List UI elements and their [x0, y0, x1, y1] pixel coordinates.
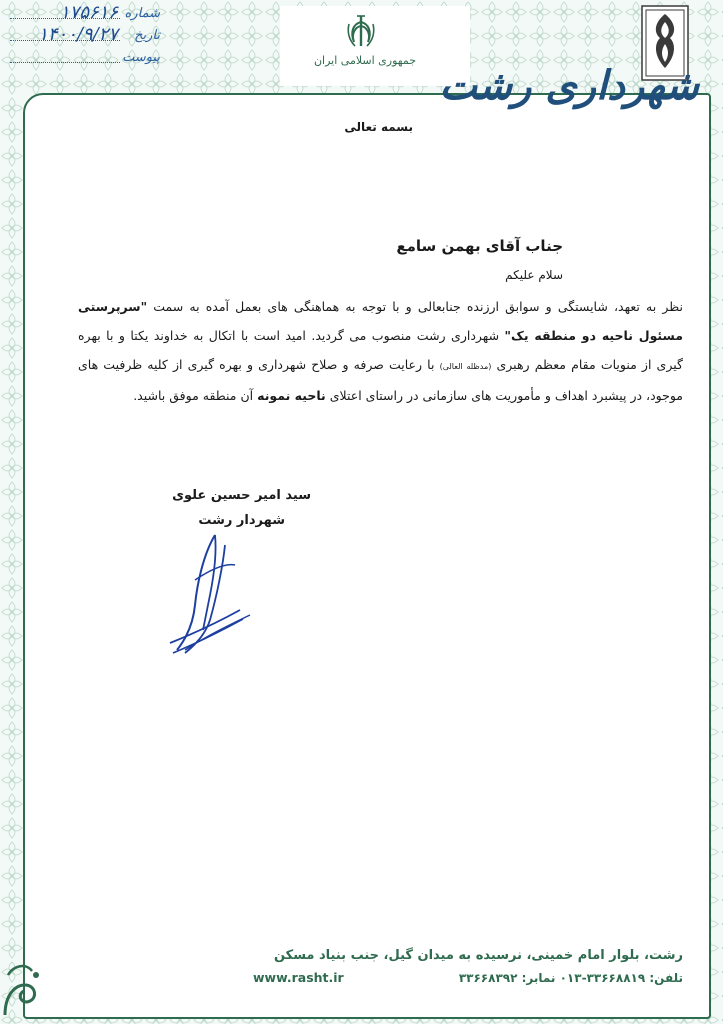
footer-address: رشت، بلوار امام خمینی، نرسیده به میدان گیل، جنب بنیاد مسکن	[273, 948, 683, 963]
letter-body	[78, 292, 683, 410]
document-body-area	[23, 93, 711, 1019]
date-value: ۱۴۰۰/۹/۲۷	[38, 24, 118, 45]
body-model-district: ناحیه نمونه	[257, 388, 326, 403]
bismillah: بسمه تعالی	[344, 120, 413, 134]
footer-phone: تلفن: ۳۳۶۶۸۸۱۹-۰۱۳ نمابر: ۳۳۶۶۸۳۹۲	[458, 971, 683, 985]
signer-title: شهردار رشت	[198, 513, 285, 528]
number-value: ۱۷۵۶۱۶	[59, 2, 118, 23]
handwritten-signature	[155, 525, 265, 660]
iran-emblem-icon	[345, 14, 377, 50]
recipient: جناب آقای بهمن سامع	[396, 237, 563, 255]
body-part-4: آن منطقه موفق باشید.	[133, 388, 254, 403]
date-row	[10, 24, 160, 50]
body-part-1: نظر به تعهد، شایستگی و سوابق ارزنده جنابعالی و با توجه به هماهنگی های بعمل آمده به سمت	[153, 299, 683, 314]
number-label: شماره	[124, 6, 160, 21]
body-part-3: با رعایت صرفه و صلاح شهرداری و بهره گیری از کلیه ظرفیت های موجود، در پیشبرد اهداف و مأموریت های سازمانی در راستای اعتلای	[78, 357, 683, 403]
date-label: تاریخ	[134, 28, 160, 43]
corner-ornament-icon	[0, 955, 50, 1020]
body-honorific: (مدظله العالی)	[439, 362, 492, 371]
body-position: "سرپرستی مسئول ناحیه دو منطقه یک"	[78, 299, 683, 343]
greeting: سلام علیکم	[505, 268, 563, 282]
attachment-label: پیوست	[122, 50, 160, 65]
body-part-2: شهرداری رشت منصوب می گردید. امید است با اتکال به خداوند یکتا و با بهره گیری از منویات مقام معظم رهبری	[78, 328, 683, 372]
footer-website: www.rasht.ir	[253, 970, 344, 985]
signer-name: سید امیر حسین علوی	[172, 488, 311, 503]
attachment-row	[10, 50, 160, 72]
letter-meta	[10, 2, 160, 72]
letter-footer	[223, 945, 683, 989]
footer-contact-row	[223, 967, 683, 989]
municipality-title: شهرداری رشت	[439, 62, 699, 109]
republic-label: جمهوری اسلامی ایران	[313, 54, 417, 67]
